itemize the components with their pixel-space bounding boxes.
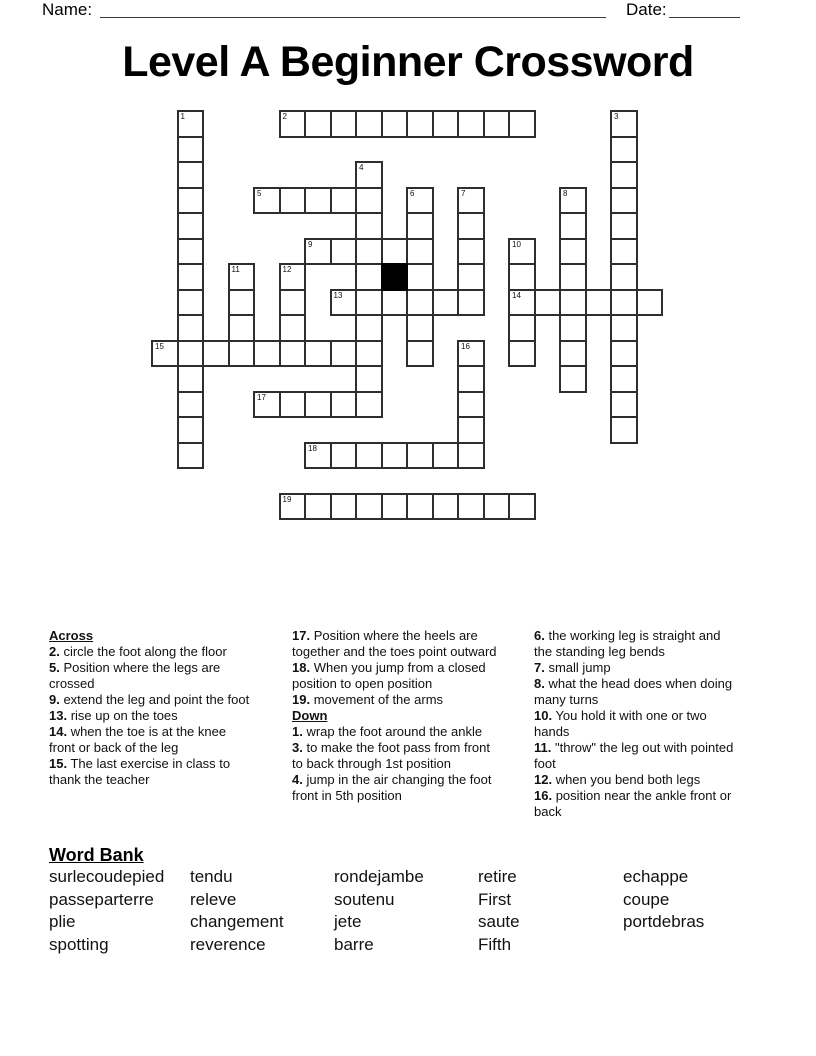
clue-number: 7.: [534, 660, 545, 675]
grid-cell: [457, 340, 485, 368]
cell-number: 6: [410, 188, 415, 198]
clue-item: [534, 676, 740, 708]
grid-cell: [457, 416, 485, 444]
clue-number: 4.: [292, 772, 303, 787]
clue-item: [292, 628, 498, 660]
clue-item: [49, 644, 255, 660]
clue-number: 13.: [49, 708, 68, 723]
grid-cell: [610, 416, 638, 444]
grid-cell: [483, 493, 511, 521]
grid-cell: [508, 263, 536, 291]
clue-text: extend the leg and point the foot: [59, 692, 250, 707]
word-bank-word: plie: [49, 912, 76, 932]
clue-text: jump in the air changing the foot front in 5th position: [292, 772, 492, 803]
grid-cell: [355, 110, 383, 138]
grid-cell: [355, 161, 383, 189]
grid-cell: [508, 314, 536, 342]
grid-cell: [279, 493, 307, 521]
cell-number: 16: [461, 341, 470, 351]
grid-cell: [406, 289, 434, 317]
cell-number: 1: [180, 112, 185, 121]
clue-number: 10.: [534, 708, 553, 723]
grid-cell: [406, 187, 434, 215]
grid-cell: [304, 391, 332, 419]
grid-cell: [330, 340, 358, 368]
grid-cell: [610, 314, 638, 342]
grid-cell: [610, 136, 638, 164]
grid-cell: [330, 238, 358, 266]
grid-cell: [355, 187, 383, 215]
grid-cell: [330, 110, 358, 138]
grid-cell: [177, 136, 205, 164]
word-bank-column-2: [190, 866, 284, 957]
clue-item: [292, 740, 498, 772]
grid-cell: [483, 110, 511, 138]
grid-cell: [406, 442, 434, 470]
grid-cell: [381, 110, 409, 138]
grid-cell: [304, 340, 332, 368]
word-bank-word: soutenu: [334, 889, 395, 909]
clues-column-1: [49, 628, 255, 788]
grid-cell: [457, 442, 485, 470]
grid-cell: [304, 110, 332, 138]
grid-cell: [534, 289, 562, 317]
clue-number: 19.: [292, 692, 311, 707]
clue-text: The last exercise in class to thank the teacher: [49, 756, 231, 787]
clue-text: Position where the heels are together and the toes point outward: [292, 628, 497, 659]
clue-number: 18.: [292, 660, 311, 675]
clue-item: [534, 740, 740, 772]
grid-cell: [457, 391, 485, 419]
grid-cell: [355, 365, 383, 393]
clue-number: 14.: [49, 724, 68, 739]
grid-cell: [355, 442, 383, 470]
cell-number: 2: [282, 112, 287, 121]
word-bank-word: First: [478, 889, 512, 909]
grid-cell: [406, 238, 434, 266]
grid-cell: [508, 110, 536, 138]
word-bank-word: retire: [478, 867, 517, 886]
grid-cell: [457, 365, 485, 393]
word-bank-column-5: [623, 866, 704, 934]
grid-cell: [610, 391, 638, 419]
word-bank-heading: Word Bank: [49, 845, 144, 865]
grid-cell: [610, 110, 638, 138]
grid-cell: [355, 289, 383, 317]
grid-cell: [355, 493, 383, 521]
grid-cell: [177, 391, 205, 419]
clue-text: the working leg is straight and the standing leg bends: [534, 628, 721, 659]
clue-number: 16.: [534, 788, 553, 803]
grid-cell: [457, 289, 485, 317]
grid-cell: [610, 289, 638, 317]
grid-cell: [279, 314, 307, 342]
clue-text: rise up on the toes: [67, 708, 178, 723]
grid-cell: [406, 110, 434, 138]
grid-cell: [279, 391, 307, 419]
grid-cell: [177, 340, 205, 368]
grid-cell: [228, 263, 256, 291]
cell-number: 10: [512, 239, 521, 249]
cell-number: 19: [282, 494, 292, 504]
grid-cell: [406, 314, 434, 342]
grid-cell: [508, 238, 536, 266]
grid-cell: [610, 238, 638, 266]
grid-cell: [177, 161, 205, 189]
clues-column-2: [292, 628, 498, 804]
grid-cell: [228, 314, 256, 342]
grid-cell: [457, 493, 485, 521]
word-bank-word: rondejambe: [334, 867, 424, 886]
grid-cell: [304, 493, 332, 521]
cell-number: 14: [512, 290, 521, 300]
clue-item: [49, 660, 255, 692]
clue-item: [534, 772, 740, 788]
clue-item: [49, 692, 255, 708]
grid-cell: [559, 238, 587, 266]
grid-cell: [585, 289, 613, 317]
grid-cell: [330, 187, 358, 215]
grid-cell: [355, 238, 383, 266]
grid-cell: [177, 365, 205, 393]
grid-cell: [279, 110, 307, 138]
grid-cell: [559, 314, 587, 342]
grid-cell: [151, 340, 179, 368]
grid-cell: [253, 340, 281, 368]
grid-cell: [253, 187, 281, 215]
clue-item: [534, 708, 740, 740]
word-bank-word: spotting: [49, 935, 109, 955]
grid-cell: [279, 340, 307, 368]
clue-item: [292, 724, 498, 740]
grid-cell: [177, 263, 205, 291]
clue-text: when the toe is at the knee front or back of the leg: [49, 724, 227, 755]
grid-cell: [228, 340, 256, 368]
clue-item: [49, 724, 255, 756]
clue-item: [292, 692, 498, 708]
clue-text: "throw" the leg out with pointed foot: [534, 740, 734, 771]
grid-cell: [304, 187, 332, 215]
clue-text: to make the foot pass from front to back through 1st position: [292, 740, 490, 771]
clue-text: circle the foot along the floor: [59, 644, 227, 659]
grid-cell: [381, 238, 409, 266]
grid-cell: [355, 314, 383, 342]
cell-number: 18: [308, 443, 317, 453]
clues-heading-across: Across: [49, 628, 94, 643]
grid-cell: [457, 212, 485, 240]
clue-text: wrap the foot around the ankle: [302, 724, 483, 739]
grid-cell: [279, 263, 307, 291]
grid-cell: [177, 442, 205, 470]
grid-cell: [279, 187, 307, 215]
grid-cell: [610, 365, 638, 393]
word-bank-word: saute: [478, 912, 520, 932]
grid-cell: [559, 212, 587, 240]
grid-cell: [304, 238, 332, 266]
grid-cell: [304, 442, 332, 470]
clue-number: 5.: [49, 660, 60, 675]
word-bank-word: coupe: [623, 889, 670, 909]
grid-cell: [559, 340, 587, 368]
grid-cell: [406, 212, 434, 240]
cell-number: 7: [461, 188, 466, 198]
grid-cell: [355, 340, 383, 368]
word-bank-word: Fifth: [478, 935, 512, 955]
grid-cell-black: [381, 263, 409, 291]
clue-text: Position where the legs are crossed: [49, 660, 221, 691]
cell-number: 9: [308, 239, 313, 249]
page-title: Level A Beginner Crossword: [122, 38, 694, 86]
cell-number: 5: [257, 188, 262, 198]
grid-cell: [279, 289, 307, 317]
grid-cell: [610, 187, 638, 215]
grid-cell: [406, 493, 434, 521]
word-bank-word: reverence: [190, 935, 266, 955]
date-label: Date:: [626, 0, 667, 19]
grid-cell: [432, 289, 460, 317]
grid-cell: [508, 340, 536, 368]
word-bank-column-3: [334, 866, 424, 957]
grid-cell: [559, 365, 587, 393]
word-bank-column-1: [49, 866, 164, 957]
word-bank-word: echappe: [623, 867, 689, 886]
clues-column-3: [534, 628, 740, 820]
clue-item: [292, 660, 498, 692]
grid-cell: [355, 263, 383, 291]
grid-cell: [559, 187, 587, 215]
clue-number: 8.: [534, 676, 545, 691]
grid-cell: [177, 110, 205, 138]
grid-cell: [330, 442, 358, 470]
word-bank-word: jete: [334, 912, 362, 932]
clue-number: 6.: [534, 628, 545, 643]
clue-item: [49, 708, 255, 724]
grid-cell: [330, 493, 358, 521]
cell-number: 12: [282, 265, 292, 274]
grid-cell: [508, 493, 536, 521]
cell-number: 3: [614, 112, 619, 121]
grid-cell: [253, 391, 281, 419]
word-bank-word: tendu: [190, 867, 233, 886]
grid-cell: [381, 442, 409, 470]
word-bank-word: passeparterre: [49, 889, 154, 909]
clue-text: When you jump from a closed position to open position: [292, 660, 486, 691]
cell-number: 4: [359, 163, 364, 172]
grid-cell: [177, 212, 205, 240]
clue-text: what the head does when doing many turns: [534, 676, 733, 707]
word-bank-column-4: [478, 866, 520, 957]
grid-cell: [177, 238, 205, 266]
clue-number: 1.: [292, 724, 303, 739]
clue-item: [49, 756, 255, 788]
word-bank-word: barre: [334, 935, 374, 955]
clue-number: 3.: [292, 740, 303, 755]
grid-cell: [457, 110, 485, 138]
grid-cell: [432, 442, 460, 470]
grid-cell: [636, 289, 664, 317]
grid-cell: [177, 187, 205, 215]
cell-number: 8: [563, 188, 568, 198]
clue-number: 15.: [49, 756, 68, 771]
clue-item: [534, 788, 740, 820]
clue-text: You hold it with one or two hands: [534, 708, 707, 739]
clue-text: movement of the arms: [310, 692, 444, 707]
name-label: Name:: [42, 0, 93, 19]
grid-cell: [330, 391, 358, 419]
clue-text: when you bend both legs: [552, 772, 701, 787]
grid-cell: [202, 340, 230, 368]
grid-cell: [177, 314, 205, 342]
clue-number: 9.: [49, 692, 60, 707]
cell-number: 15: [155, 341, 164, 351]
grid-cell: [406, 263, 434, 291]
word-bank-word: releve: [190, 889, 237, 909]
word-bank-word: portdebras: [623, 912, 705, 932]
grid-cell: [381, 289, 409, 317]
grid-cell: [457, 263, 485, 291]
clue-number: 12.: [534, 772, 553, 787]
grid-cell: [355, 212, 383, 240]
grid-cell: [432, 110, 460, 138]
grid-cell: [381, 493, 409, 521]
cell-number: 13: [333, 290, 343, 300]
grid-cell: [457, 238, 485, 266]
grid-cell: [559, 289, 587, 317]
clue-item: [534, 628, 740, 660]
grid-cell: [559, 263, 587, 291]
clue-text: small jump: [544, 660, 611, 675]
clue-item: [534, 660, 740, 676]
cell-number: 11: [231, 265, 240, 274]
grid-cell: [610, 161, 638, 189]
word-bank-word: changement: [190, 912, 284, 932]
grid-cell: [508, 289, 536, 317]
word-bank-word: surlecoudepied: [49, 867, 165, 886]
clue-text: position near the ankle front or back: [534, 788, 732, 819]
grid-cell: [177, 289, 205, 317]
grid-cell: [432, 493, 460, 521]
grid-cell: [406, 340, 434, 368]
clue-number: 17.: [292, 628, 311, 643]
clue-item: [292, 772, 498, 804]
grid-cell: [610, 340, 638, 368]
grid-cell: [355, 391, 383, 419]
clues-heading-down: Down: [292, 708, 328, 723]
grid-cell: [330, 289, 358, 317]
clue-number: 11.: [534, 740, 552, 755]
clue-number: 2.: [49, 644, 60, 659]
grid-cell: [177, 416, 205, 444]
grid-cell: [610, 212, 638, 240]
grid-cell: [610, 263, 638, 291]
grid-cell: [228, 289, 256, 317]
cell-number: 17: [257, 392, 266, 402]
grid-cell: [457, 187, 485, 215]
